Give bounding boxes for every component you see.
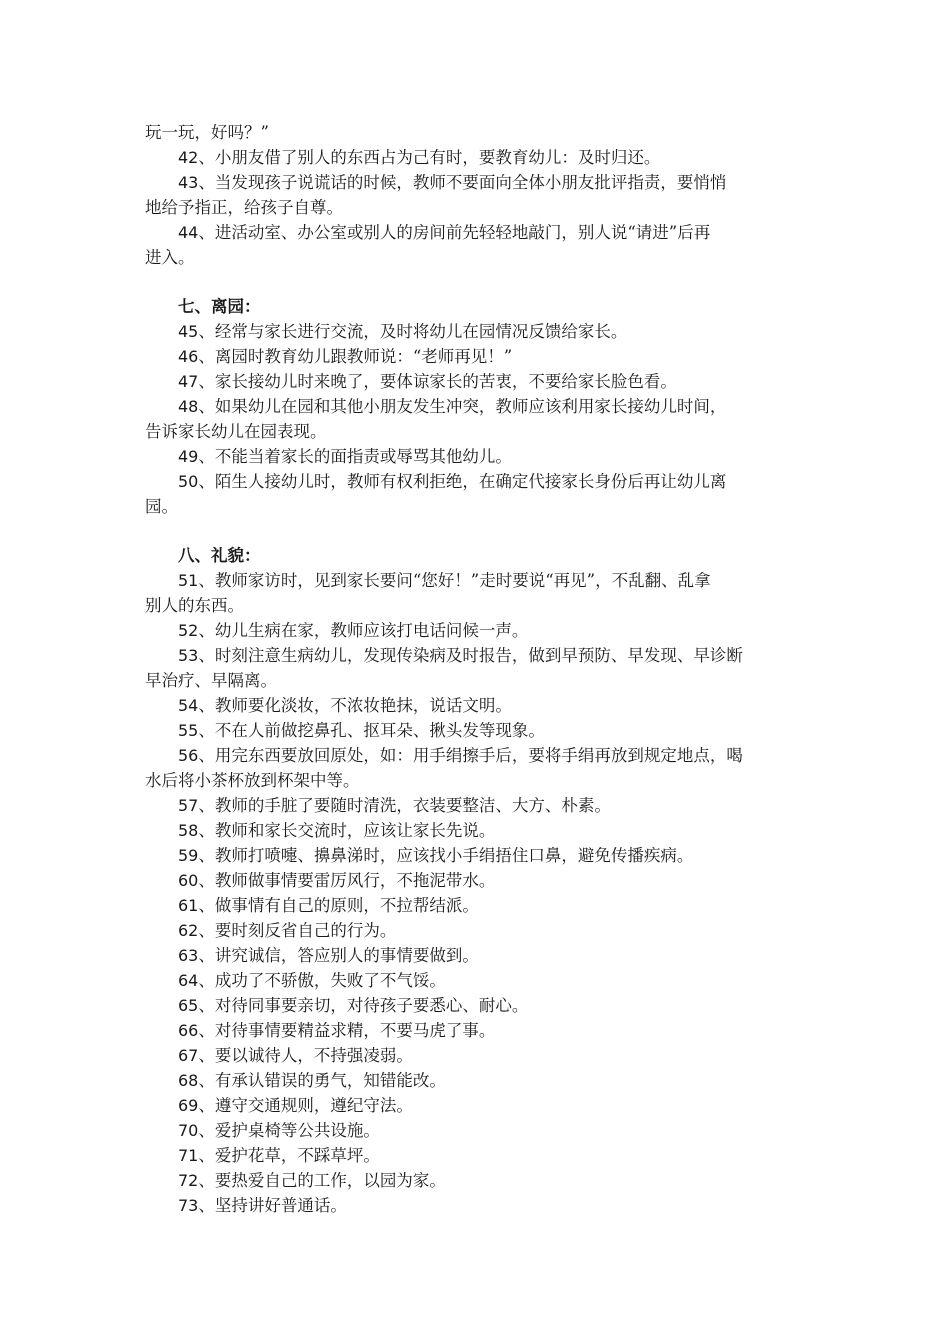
rule-text: 、教师家访时，见到家长要问“您好！”走时要说“再见”，不乱翻、乱拿 (198, 571, 711, 590)
rule-continuation (145, 593, 813, 618)
rule-number: 49 (178, 447, 199, 466)
document-body (145, 120, 813, 1218)
rule-number: 48 (178, 397, 199, 416)
rule-item (145, 220, 813, 245)
rule-item (145, 843, 813, 868)
rule-text: 、不能当着家长的面指责或辱骂其他幼儿。 (198, 447, 512, 466)
rule-number: 72 (178, 1171, 199, 1190)
section-heading: 八、礼貌： (178, 546, 261, 565)
rule-text: 、时刻注意生病幼儿，发现传染病及时报告，做到早预防、早发现、早诊断 (198, 646, 743, 665)
rule-text: 、当发现孩子说谎话的时候，教师不要面向全体小朋友批评指责，要悄悄 (198, 173, 727, 192)
rule-number: 64 (178, 971, 199, 990)
rule-text: 、陌生人接幼儿时，教师有权利拒绝，在确定代接家长身份后再让幼儿离 (198, 472, 727, 491)
rule-text: 、进活动室、办公室或别人的房间前先轻轻地敲门，别人说“请进”后再 (198, 223, 711, 242)
rule-text: 园。 (145, 497, 178, 516)
rule-item (145, 394, 813, 419)
rule-text: 、教师和家长交流时，应该让家长先说。 (198, 821, 496, 840)
rule-item (145, 568, 813, 593)
rule-item (145, 1193, 813, 1218)
rule-text: 告诉家长幼儿在园表现。 (145, 422, 327, 441)
rule-item (145, 1018, 813, 1043)
rule-number: 54 (178, 696, 199, 715)
rule-text: 、遵守交通规则，遵纪守法。 (198, 1096, 413, 1115)
rule-number: 56 (178, 746, 199, 765)
section-gap (145, 519, 813, 543)
rule-item (145, 818, 813, 843)
rule-number: 61 (178, 896, 199, 915)
rule-continuation (145, 195, 813, 220)
rule-text: 、离园时教育幼儿跟教师说：“老师再见！” (198, 347, 513, 366)
rule-item (145, 369, 813, 394)
rule-number: 58 (178, 821, 199, 840)
rule-number: 42 (178, 148, 199, 167)
rule-text: 地给予指正，给孩子自尊。 (145, 198, 343, 217)
rule-item (145, 968, 813, 993)
rule-item (145, 469, 813, 494)
rule-item (145, 793, 813, 818)
rule-text: 、爱护花草，不踩草坪。 (198, 1146, 380, 1165)
rule-text: 、对待同事要亲切，对待孩子要悉心、耐心。 (198, 996, 529, 1015)
rule-text: 、小朋友借了别人的东西占为己有时，要教育幼儿：及时归还。 (198, 148, 661, 167)
rule-text: 、用完东西要放回原处，如：用手绢擦手后，要将手绢再放到规定地点，喝 (198, 746, 743, 765)
rule-text: 、教师要化淡妆，不浓妆艳抹，说话文明。 (198, 696, 512, 715)
rule-number: 47 (178, 372, 199, 391)
rule-number: 62 (178, 921, 199, 940)
rule-item (145, 618, 813, 643)
rule-continuation (145, 494, 813, 519)
rule-text: 、要热爱自己的工作，以园为家。 (198, 1171, 446, 1190)
rule-text: 、幼儿生病在家，教师应该打电话问候一声。 (198, 621, 529, 640)
rule-number: 51 (178, 571, 199, 590)
rule-item (145, 170, 813, 195)
rule-item (145, 993, 813, 1018)
rule-number: 60 (178, 871, 199, 890)
rule-text: 、做事情有自己的原则，不拉帮结派。 (198, 896, 479, 915)
rule-text: 别人的东西。 (145, 596, 244, 615)
rule-text: 、爱护桌椅等公共设施。 (198, 1121, 380, 1140)
rule-number: 50 (178, 472, 199, 491)
rule-text: 、家长接幼儿时来晚了，要体谅家长的苦衷，不要给家长脸色看。 (198, 372, 677, 391)
rule-number: 57 (178, 796, 199, 815)
rule-text: 、教师打喷嚏、擤鼻涕时，应该找小手绢捂住口鼻，避免传播疾病。 (198, 846, 694, 865)
rule-text: 、有承认错误的勇气，知错能改。 (198, 1071, 446, 1090)
rule-text: 、如果幼儿在园和其他小朋友发生冲突，教师应该利用家长接幼儿时间， (198, 397, 727, 416)
rule-item (145, 1168, 813, 1193)
rule-item (145, 1093, 813, 1118)
rule-item (145, 1068, 813, 1093)
rule-number: 69 (178, 1096, 199, 1115)
rule-continuation (145, 120, 813, 145)
rule-item (145, 1118, 813, 1143)
rule-item (145, 868, 813, 893)
rule-item (145, 444, 813, 469)
rule-number: 68 (178, 1071, 199, 1090)
rule-text: 、对待事情要精益求精，不要马虎了事。 (198, 1021, 496, 1040)
rule-text: 、讲究诚信，答应别人的事情要做到。 (198, 946, 479, 965)
rule-text: 早治疗、早隔离。 (145, 671, 277, 690)
rule-number: 65 (178, 996, 199, 1015)
rule-item (145, 643, 813, 668)
rule-text: 、不在人前做挖鼻孔、抠耳朵、揪头发等现象。 (198, 721, 545, 740)
rule-number: 44 (178, 223, 199, 242)
rule-item (145, 1143, 813, 1168)
rule-number: 71 (178, 1146, 199, 1165)
rule-item (145, 943, 813, 968)
rule-number: 43 (178, 173, 199, 192)
rule-number: 53 (178, 646, 199, 665)
rule-number: 73 (178, 1196, 199, 1215)
rule-text: 、经常与家长进行交流，及时将幼儿在园情况反馈给家长。 (198, 322, 628, 341)
rule-item (145, 319, 813, 344)
rule-number: 63 (178, 946, 199, 965)
rule-number: 52 (178, 621, 199, 640)
rule-item (145, 344, 813, 369)
rule-item (145, 718, 813, 743)
rule-item (145, 918, 813, 943)
rule-number: 67 (178, 1046, 199, 1065)
rule-number: 59 (178, 846, 199, 865)
rule-number: 70 (178, 1121, 199, 1140)
rule-continuation (145, 668, 813, 693)
rule-continuation (145, 245, 813, 270)
rule-number: 55 (178, 721, 199, 740)
rule-text: 、要以诚待人，不持强凌弱。 (198, 1046, 413, 1065)
rule-text: 进入。 (145, 248, 195, 267)
rule-number: 45 (178, 322, 199, 341)
rule-item (145, 1043, 813, 1068)
section-heading: 七、离园： (178, 297, 261, 316)
rule-continuation (145, 419, 813, 444)
rule-text: 、坚持讲好普通话。 (198, 1196, 347, 1215)
rule-text: 、教师的手脏了要随时清洗，衣装要整洁、大方、朴素。 (198, 796, 611, 815)
rule-item (145, 743, 813, 768)
rule-item (145, 145, 813, 170)
rule-text: 玩一玩，好吗？” (145, 123, 269, 142)
rule-text: 、教师做事情要雷厉风行，不拖泥带水。 (198, 871, 496, 890)
rule-item (145, 693, 813, 718)
section-gap (145, 270, 813, 294)
rule-continuation (145, 768, 813, 793)
rule-number: 66 (178, 1021, 199, 1040)
rule-text: 、要时刻反省自己的行为。 (198, 921, 397, 940)
rule-text: 水后将小茶杯放到杯架中等。 (145, 771, 360, 790)
rule-item (145, 893, 813, 918)
rule-text: 、成功了不骄傲，失败了不气馁。 (198, 971, 446, 990)
rule-number: 46 (178, 347, 199, 366)
